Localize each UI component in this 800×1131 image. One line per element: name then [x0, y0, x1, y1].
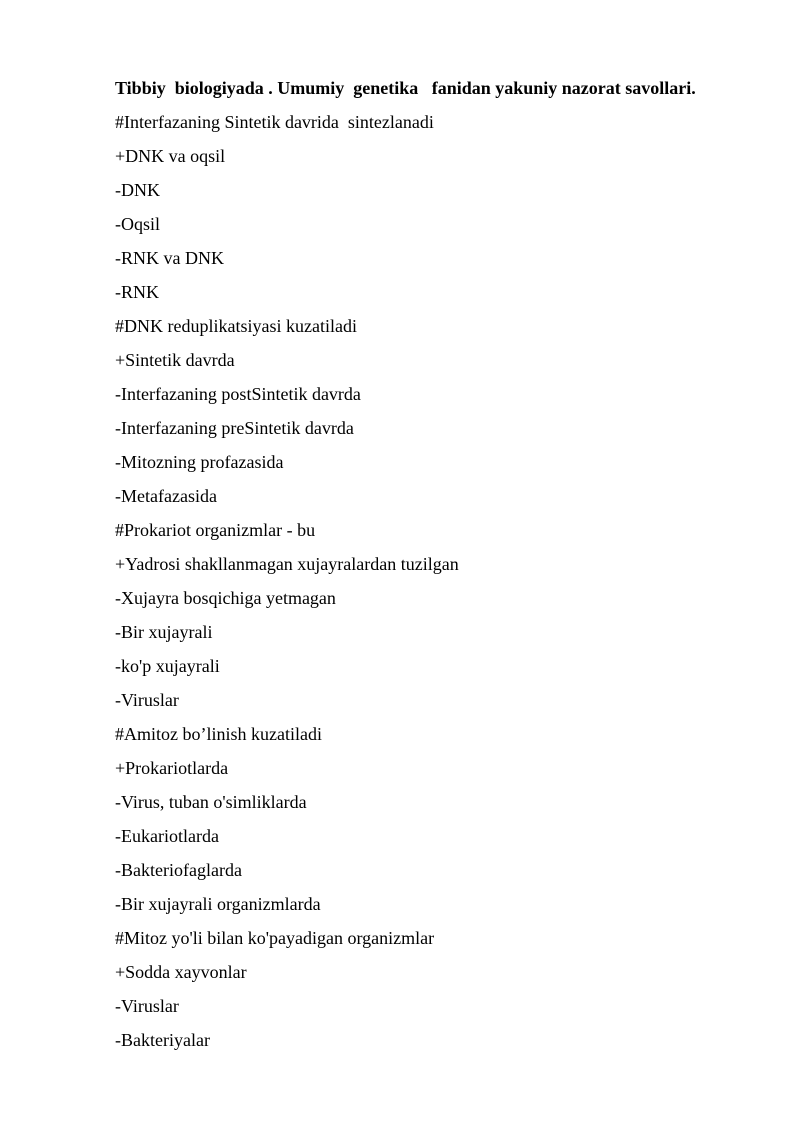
answer-option-line: -Mitozning profazasida	[115, 452, 284, 472]
answer-option-line: -RNK va DNK	[115, 248, 224, 268]
answer-option-line: -Metafazasida	[115, 486, 217, 506]
correct-answer-line: +Sodda xayvonlar	[115, 962, 247, 982]
answer-option-line: -RNK	[115, 282, 159, 302]
correct-answer-line: +Yadrosi shakllanmagan xujayralardan tuzilgan	[115, 554, 459, 574]
answer-option-line: -Viruslar	[115, 996, 179, 1016]
question-line: #Interfazaning Sintetik davrida sintezlanadi	[115, 112, 434, 132]
answer-option-line: -Bir xujayrali	[115, 622, 213, 642]
answer-option-line: -Viruslar	[115, 690, 179, 710]
answer-option-line: -Virus, tuban o'simliklarda	[115, 792, 307, 812]
answer-option-line: -Oqsil	[115, 214, 160, 234]
answer-option-line: -Bakteriofaglarda	[115, 860, 242, 880]
answer-option-line: -Xujayra bosqichiga yetmagan	[115, 588, 336, 608]
correct-answer-line: +DNK va oqsil	[115, 146, 226, 166]
answer-option-line: -Bir xujayrali organizmlarda	[115, 894, 321, 914]
correct-answer-line: +Sintetik davrda	[115, 350, 235, 370]
question-line: #DNK reduplikatsiyasi kuzatiladi	[115, 316, 357, 336]
answer-option-line: -DNK	[115, 180, 160, 200]
document-title: Tibbiy biologiyada . Umumiy genetika fanidan yakuniy nazorat savollari.	[115, 78, 696, 98]
question-line: #Mitoz yo'li bilan ko'payadigan organizmlar	[115, 928, 435, 948]
question-line: #Prokariot organizmlar - bu	[115, 520, 316, 540]
answer-option-line: -ko'p xujayrali	[115, 656, 220, 676]
answer-option-line: -Bakteriyalar	[115, 1030, 210, 1050]
answer-option-line: -Interfazaning preSintetik davrda	[115, 418, 354, 438]
answer-option-line: -Eukariotlarda	[115, 826, 219, 846]
correct-answer-line: +Prokariotlarda	[115, 758, 229, 778]
question-line: #Amitoz bo’linish kuzatiladi	[115, 724, 322, 744]
answer-option-line: -Interfazaning postSintetik davrda	[115, 384, 361, 404]
